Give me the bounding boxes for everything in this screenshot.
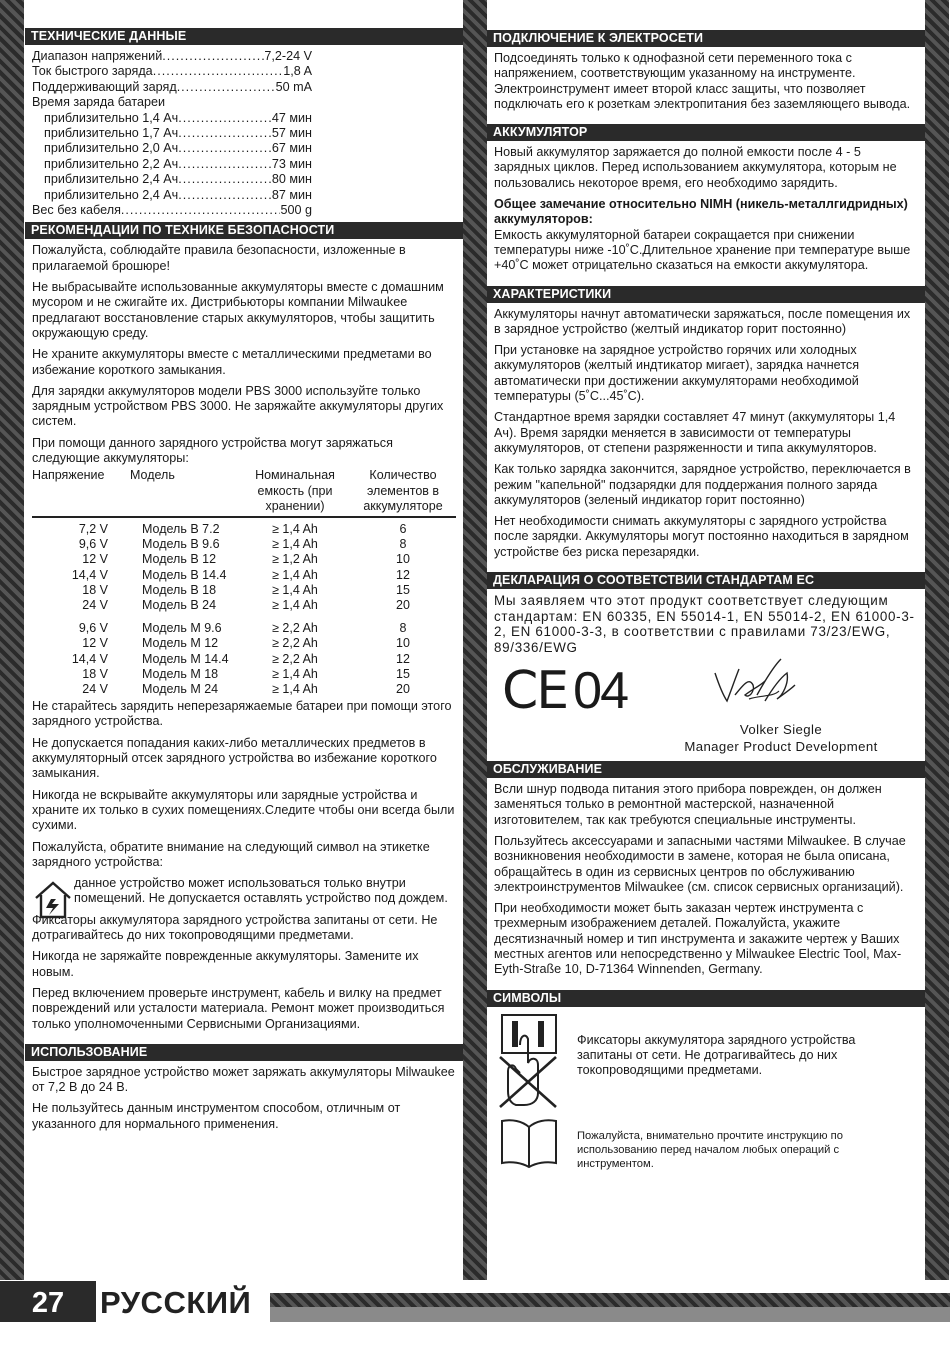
capacity-cell: ≥ 1,2 Ah [272,552,318,567]
voltage-cell: 9,6 V [78,621,108,636]
usage-p2: Не пользуйтесь данным инструментом способом, отличным от указанного для нормального применения. [32,1101,401,1131]
ce-mark-logo [502,661,627,721]
features-p4: Как только зарядка закончится, зарядное устройство, переключается в режим "капельной" подзарядки для поддержания полного заряда аккумуляторов (зеленый индикатор горит постоянно) [494,462,911,507]
symbol-row-contacts [494,1011,918,1111]
battery-p1: Новый аккумулятор заряжается до полной емкости после 4 - 5 зарядных циклов. Перед использованием аккумулятора, которым не пользовались некоторое время, его необходимо зарядить. [494,145,897,190]
features-p5: Нет необходимости снимать аккумуляторы с зарядного устройства после зарядки. Аккумуляторы могут постоянно находиться в зарядном устройстве без риска перезарядки. [494,514,909,559]
footer-stripe-decoration [270,1293,950,1307]
battery-heading: АККУМУЛЯТОР [487,124,925,141]
weight-label: Вес без кабеля [32,203,121,218]
voltage-cell: 18 V [82,582,108,597]
indoor-use-house-icon [34,880,72,920]
charge-time-row-label: приблизительно 1,7 Ач [44,126,179,141]
charge-time-row [44,172,312,187]
charge-time-row-value: 73 мин [271,156,312,171]
mains-heading: ПОДКЛЮЧЕНИЕ К ЭЛЕКТРОСЕТИ [487,30,925,47]
safety-p9: Пожалуйста, обратите внимание на следующий символ на этикетке зарядного устройства: [32,839,430,869]
charge-time-row-value: 67 мин [271,141,312,156]
battery-table-row [32,598,456,613]
cells-count-cell: 10 [396,552,410,567]
tech-row-label: Диапазон напряжений [32,49,163,63]
capacity-cell: ≥ 2,2 Ah [272,651,318,666]
model-cell: Модель B 24 [142,597,217,612]
battery-table [32,468,456,697]
safety-p6: Не старайтесь зарядить неперезаряжаемые батареи при помощи этого зарядного устройства. [32,699,452,729]
right-column [487,20,925,1277]
voltage-cell: 24 V [82,597,108,612]
safety-p2: Не выбрасывайте использованные аккумуляторы вместе с домашним мусором и не сжигайте их. Дистрибьюторы компании Milwaukee предлагают восстановление старых аккумуляторов, чтобы защитить окружающую среду. [32,280,444,340]
model-cell: Модель M 12 [142,636,219,651]
footer-gray-band [270,1307,950,1322]
charge-time-row-value: 87 мин [271,187,312,202]
left-column [25,20,463,1277]
symbols-heading: СИМВОЛЫ [487,990,925,1007]
col-voltage-header: Напряжение [32,468,105,483]
tech-row [32,80,312,95]
features-p1: Аккумуляторы начнут автоматически заряжаться, после помещения их в зарядное устройство (желтый индикатор горит постоянно) [494,306,911,336]
ce-mark-year: 04 [573,662,628,721]
safety-p1: Пожалуйста, соблюдайте правила безопасности, изложенные в прилагаемой брошюре! [32,243,406,273]
model-cell: Модель M 24 [142,681,219,696]
battery-table-row [32,682,456,697]
battery-table-row [32,583,456,598]
symbol-contacts-text: Фиксаторы аккумулятора зарядного устройства запитаны от сети. Не дотрагивайтесь до них токопроводящими предметами. [577,1032,856,1078]
model-cell: Модель B 9.6 [142,537,220,552]
voltage-cell: 12 V [82,552,108,567]
charge-time-row-label: приблизительно 2,2 Ач [44,156,179,171]
voltage-cell: 7,2 V [78,521,108,536]
tech-row-label: Поддерживающий заряд [32,79,177,94]
tech-row [32,64,312,79]
safety-p11: Фиксаторы аккумулятора зарядного устройства запитаны от сети. Не дотрагивайтесь до них токопроводящими предметами. [32,912,438,943]
voltage-cell: 9,6 V [78,537,108,552]
safety-p10: данное устройство может использоваться только внутри помещений. Не допускается оставлять устройство под дождем. [74,876,448,906]
charge-time-row [44,157,312,172]
weight-value: 500 g [280,203,312,218]
cells-count-cell: 20 [396,597,410,612]
signer-name: Volker Siegle [739,722,823,738]
col-model-header: Модель [130,468,175,483]
read-manual-book-icon [498,1117,560,1169]
safety-p12: Никогда не заряжайте поврежденные аккумуляторы. Замените их новым. [32,949,419,979]
safety-p5: При помощи данного зарядного устройства могут заряжаться следующие аккумуляторы: [32,435,393,466]
declaration-text: Мы заявляем что этот продукт соответствует следующим стандартам: EN 60335, EN 55014-1, EN 55014-2, EN 61000-3-2, EN 61000-3-3, в соответствии с правилами 73/23/EWG, 89/336/EWG [494,593,915,655]
voltage-cell: 24 V [82,681,108,696]
voltage-cell: 12 V [82,636,108,651]
model-cell: Модель M 18 [142,666,219,681]
capacity-cell: ≥ 1,4 Ah [272,521,318,536]
capacity-cell: ≥ 1,4 Ah [272,537,318,552]
safety-heading: РЕКОМЕНДАЦИИ ПО ТЕХНИКЕ БЕЗОПАСНОСТИ [25,222,463,239]
cells-count-cell: 20 [396,681,410,696]
signature-graphic [709,655,799,715]
tech-row-value: 7,2-24 V [264,49,312,63]
tech-row-value: 1,8 A [283,64,312,79]
battery-table-row [32,621,456,636]
safety-p3: Не храните аккумуляторы вместе с металлическими предметами во избежание короткого замыкания. [32,347,432,377]
left-stripe-decoration [0,0,24,1280]
charge-time-row-label: приблизительно 1,4 Ач [44,110,179,125]
battery-p2: Емкость аккумуляторной батареи сокращается при снижении температуры ниже -10˚С.Длительное хранение при температуре выше +40˚С может отрицательно сказаться на емкости аккумулятора. [494,227,911,273]
ce-mark-letters: CE [502,661,568,722]
service-p2: Пользуйтесь аксессуарами и запасными частями Milwaukee. В случае возникновения необходимости в замене, которая не была описана, обращайтесь в один из сервисных центров по обслуживанию электроинструментов Milwaukee (см. список сервисных организаций). [494,833,906,894]
usage-heading: ИСПОЛЬЗОВАНИЕ [25,1044,463,1061]
right-stripe-decoration [925,0,949,1280]
cells-count-cell: 12 [396,651,410,666]
model-cell: Модель B 14.4 [142,567,227,582]
cells-count-cell: 6 [399,521,407,536]
safety-p4: Для зарядки аккумуляторов модели PBS 3000 используйте только зарядным устройством PBS 3000. Не заряжайте аккумуляторы других систем. [32,383,444,429]
service-p3: При необходимости может быть заказан чертеж инструмента с трехмерным изображением деталей. Пожалуйста, укажите десятизначный номер и тип инструмента и закажите чертеж у Ваших местных агентов или непосредственно у Milwaukee Electric Tool, Max-Eyth-Straße 10, D-71364 Winnenden, Germany. [494,901,902,977]
col-capacity-header: Номинальная емкость (при хранении) [255,468,335,513]
middle-stripe-decoration [463,0,487,1280]
signer-title: Manager Product Development [684,739,878,755]
model-cell: Модель M 14.4 [142,651,229,666]
model-cell: Модель M 9.6 [142,621,222,636]
tech-row [32,49,312,64]
page-number: 27 [0,1281,96,1322]
safety-p13: Перед включением проверьте инструмент, кабель и вилку на предмет повреждений или усталости материала. Ремонт может производиться только уполномоченными Сервисными Организациями. [32,985,445,1031]
features-heading: ХАРАКТЕРИСТИКИ [487,286,925,303]
usage-p1: Быстрое зарядное устройство может заряжать аккумуляторы Milwaukee от 7,2 В до 24 В. [32,1064,455,1095]
capacity-cell: ≥ 1,4 Ah [272,582,318,597]
voltage-cell: 18 V [82,666,108,681]
cells-count-cell: 8 [399,537,407,552]
charge-time-row-label: приблизительно 2,4 Ач [44,172,179,187]
symbol-manual-text: Пожалуйста, внимательно прочтите инструкцию по использованию перед началом любых операций с инструментом. [577,1129,843,1170]
battery-table-row [32,652,456,667]
features-p3: Стандартное время зарядки составляет 47 минут (аккумуляторы 1,4 Ач). Время зарядки меняется в зависимости от температуры аккумуляторов, от степени разряженности и типа аккумуляторов. [494,410,896,455]
charge-time-row-label: приблизительно 2,0 Ач [44,141,179,156]
battery-table-row [32,636,456,651]
features-p2: При установке на зарядное устройство горячих или холодных аккумуляторов (желтый индтикатор мигает), зарядка начнется автоматически при достижении аккумуляторами необходимой температуры (5˚С...45˚С). [494,343,860,404]
ce-signature-row [494,661,918,721]
declaration-heading: ДЕКЛАРАЦИЯ О СООТВЕТСТВИИ СТАНДАРТАМ ЕС [487,572,925,589]
weight-row [32,203,312,218]
capacity-cell: ≥ 1,4 Ah [272,597,318,612]
symbol-row-manual [494,1111,918,1171]
charge-time-row-label: приблизительно 2,4 Ач [44,187,179,202]
charge-time-label: Время заряда батареи [32,95,166,110]
capacity-cell: ≥ 1,4 Ah [272,681,318,696]
battery-table-row [32,552,456,567]
charge-time-row-value: 47 мин [271,110,312,125]
cells-count-cell: 15 [396,582,410,597]
charge-time-row [44,188,312,203]
col-cells-header: Количество элементов в аккумуляторе [363,468,443,513]
charge-time-row [44,111,312,126]
tech-row-value: 50 mA [275,79,312,94]
cells-count-cell: 8 [399,621,407,636]
tech-data-block [25,49,319,218]
battery-table-row [32,667,456,682]
voltage-cell: 14,4 V [71,651,108,666]
battery-table-row [32,568,456,583]
charge-time-row-value: 57 мин [271,126,312,141]
tech-data-heading: ТЕХНИЧЕСКИЕ ДАННЫЕ [25,28,463,45]
model-cell: Модель B 7.2 [142,521,220,536]
capacity-cell: ≥ 2,2 Ah [272,621,318,636]
capacity-cell: ≥ 2,2 Ah [272,636,318,651]
service-heading: ОБСЛУЖИВАНИЕ [487,761,925,778]
cells-count-cell: 12 [396,567,410,582]
model-cell: Модель B 18 [142,582,217,597]
model-cell: Модель B 12 [142,552,217,567]
page-language: РУССКИЙ [100,1281,270,1322]
capacity-cell: ≥ 1,4 Ah [272,666,318,681]
cells-count-cell: 15 [396,666,410,681]
battery-table-row [32,537,456,552]
no-touch-contacts-icon [498,1013,560,1109]
battery-table-row [32,522,456,537]
service-p1: Всли шнур подвода питания этого прибора поврежден, он должен заменяться только в ремонтной мастерской, назначенной изготовителем, так как требуются специальные инструменты. [494,782,882,827]
capacity-cell: ≥ 1,4 Ah [272,567,318,582]
charge-time-row-value: 80 мин [271,172,312,187]
charge-time-row [44,141,312,156]
charge-time-row [44,126,312,141]
safety-p8: Никогда не вскрывайте аккумуляторы или зарядные устройства и храните их только в сухих помещениях.Следите чтобы они всегда были сухими. [32,787,455,833]
mains-p1: Подсоединять только к однофазной сети переменного тока с напряжением, соответствующим указанному на инструменте. Электроинструмент имеет второй класс защиты, что позволяет подключать его к розеткам электропитания без заземляющего вывода. [494,51,911,111]
battery-note-bold: Общее замечание относительно NIMH (никель-металлгидридных) аккумуляторов: [494,197,908,227]
tech-row-label: Ток быстрого заряда [32,64,153,79]
safety-p7: Не допускается попадания каких-либо металлических предметов в аккумуляторный отсек зарядного устройства во избежание короткого замыкания. [32,735,437,781]
voltage-cell: 14,4 V [71,567,108,582]
cells-count-cell: 10 [396,636,410,651]
